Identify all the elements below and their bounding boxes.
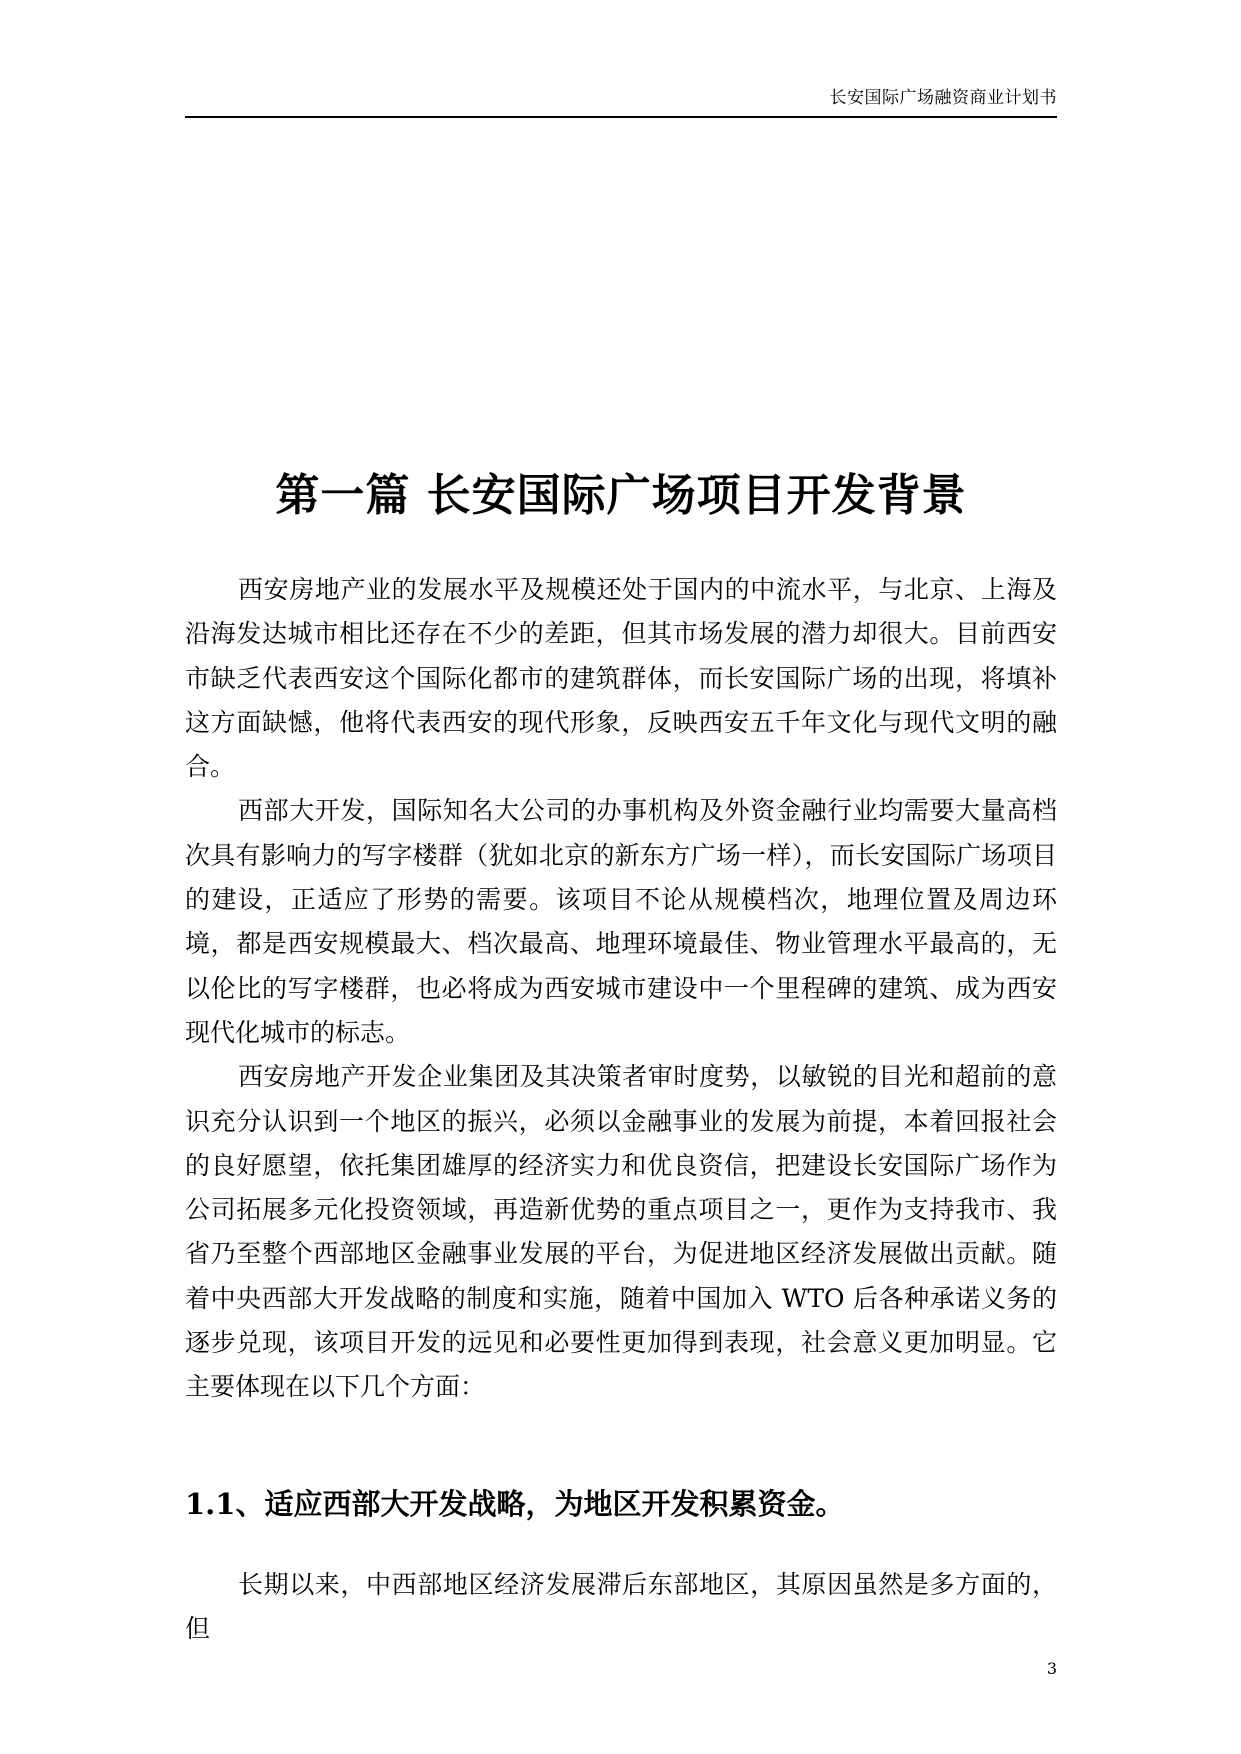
page-number: 3 — [1046, 1659, 1057, 1678]
chapter-title: 第一篇 长安国际广场项目开发背景 — [275, 470, 967, 521]
paragraph: 西部大开发，国际知名大公司的办事机构及外资金融行业均需要大量高档次具有影响力的写字楼群（犹如北京的新东方广场一样），而长安国际广场项目的建设，正适应了形势的需要。该项目不论从规模档次，地理位置及周边环境，都是西安规模最大、档次最高、地理环境最佳、物业管理水平最高的，无以伦比的写字楼群，也必将成为西安城市建设中一个里程碑的建筑、成为西安现代化城市的标志。 — [185, 796, 1057, 1047]
paragraph: 西安房地产业的发展水平及规模还处于国内的中流水平，与北京、上海及沿海发达城市相比还存在不少的差距，但其市场发展的潜力却很大。目前西安市缺乏代表西安这个国际化都市的建筑群体，而长安国际广场的出现，将填补这方面缺憾，他将代表西安的现代形象，反映西安五千年文化与现代文明的融合。 — [185, 575, 1057, 782]
section-heading: 1.1、适应西部大开发战略，为地区开发积累资金。 — [185, 1487, 845, 1521]
paragraph: 西安房地产开发企业集团及其决策者审时度势，以敏锐的目光和超前的意识充分认识到一个地区的振兴，必须以金融事业的发展为前提，本着回报社会的良好愿望，依托集团雄厚的经济实力和优良资信，把建设长安国际广场作为公司拓展多元化投资领域，再造新优势的重点项目之一，更作为支持我市、我省乃至整个西部地区金融事业发展的平台，为促进地区经济发展做出贡献。随着中央西部大开发战略的制度和实施，随着中国加入 WTO 后各种承诺义务的逐步兑现，该项目开发的远见和必要性更加得到表现，社会意义更加明显。它主要体现在以下几个方面： — [185, 1062, 1057, 1402]
page-header — [185, 84, 1057, 118]
section-first-paragraph: 长期以来，中西部地区经济发展滞后东部地区，其原因虽然是多方面的，但 — [185, 1570, 1057, 1643]
header-title: 长安国际广场融资商业计划书 — [829, 88, 1057, 108]
body-text — [185, 568, 1057, 1410]
